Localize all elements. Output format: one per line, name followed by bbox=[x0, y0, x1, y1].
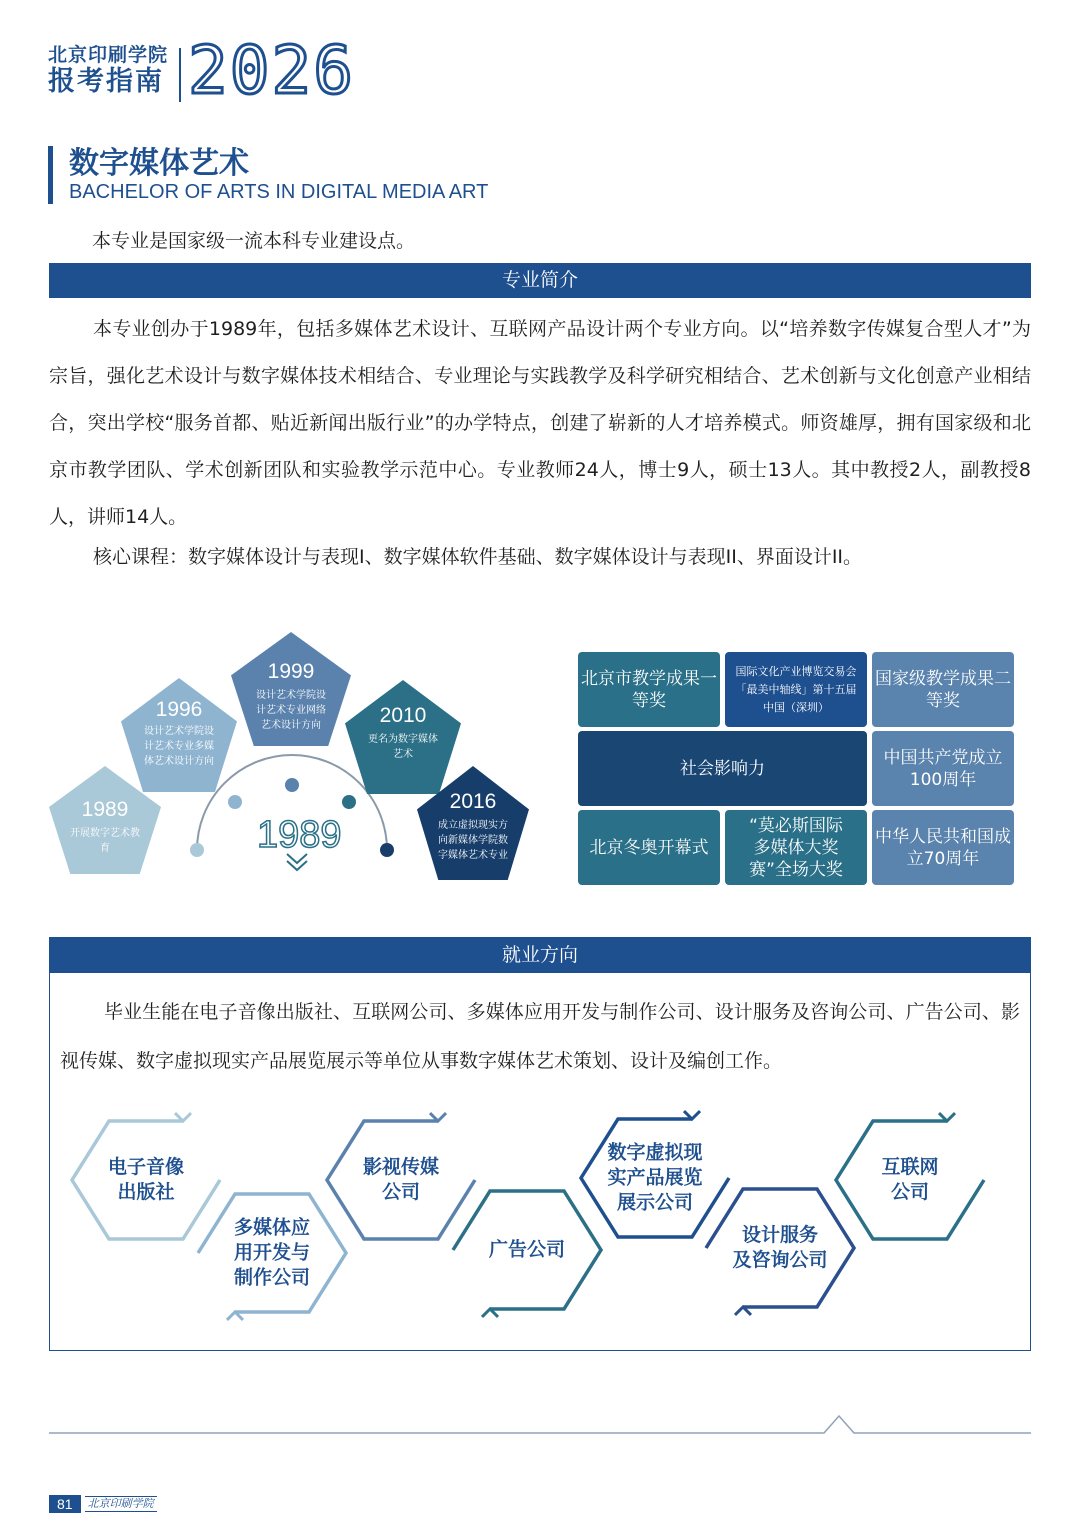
employer-label-line: 出版社 bbox=[117, 1181, 175, 1203]
milestone-text: 更名为数字媒体艺术 bbox=[368, 734, 438, 760]
employment-heading: 就业方向 bbox=[50, 938, 1030, 973]
award-cell: 国家级教学成果二等奖 bbox=[872, 652, 1014, 727]
timeline-dot bbox=[342, 795, 356, 809]
timeline-dot bbox=[228, 795, 242, 809]
milestone-text: 设计艺术学院设计艺术专业网络艺术设计方向 bbox=[256, 690, 326, 731]
footer-school-logo: 北京印刷学院 bbox=[85, 1496, 157, 1512]
employment-paragraph: 毕业生能在电子音像出版社、互联网公司、多媒体应用开发与制作公司、设计服务及咨询公司、广告公司、影视传媒、数字虚拟现实产品展览展示等单位从事数字媒体艺术策划、设计及编创工作。 bbox=[60, 1001, 1020, 1072]
major-tagline: 本专业是国家级一流本科专业建设点。 bbox=[92, 230, 416, 252]
employer-label-line: 公司 bbox=[381, 1181, 421, 1203]
employer-label bbox=[607, 1141, 702, 1216]
influence-grid bbox=[578, 652, 1014, 885]
footer-divider bbox=[49, 1410, 1031, 1440]
employer-label bbox=[108, 1155, 184, 1205]
page-number: 81 bbox=[49, 1495, 81, 1513]
header-guide-title: 报考指南 bbox=[48, 66, 164, 97]
milestone-text: 设计艺术学院设计艺术专业多媒体艺术设计方向 bbox=[144, 726, 214, 767]
timeline-dot bbox=[285, 778, 299, 792]
employer-label-line: 公司 bbox=[890, 1181, 930, 1203]
hex-flow-graphic bbox=[49, 1100, 1031, 1340]
employer-label-line: 广告公司 bbox=[488, 1238, 566, 1261]
employer-label-line: 设计服务 bbox=[741, 1224, 819, 1246]
milestone-1996 bbox=[121, 678, 237, 792]
employer-label-line: 多媒体应 bbox=[233, 1216, 311, 1239]
major-title-en: BACHELOR OF ARTS IN DIGITAL MEDIA ART bbox=[69, 181, 489, 203]
employer-label-line: 数字虚拟现 bbox=[607, 1141, 703, 1164]
employer-label-line: 互联网 bbox=[881, 1156, 939, 1178]
milestone-year: 1996 bbox=[155, 698, 203, 721]
employer-label bbox=[363, 1155, 439, 1205]
award-cell: 北京市教学成果一等奖 bbox=[578, 652, 720, 727]
employer-label-line: 展示公司 bbox=[616, 1191, 694, 1214]
influence-center: 社会影响力 bbox=[578, 731, 867, 806]
award-cell: 中华人民共和国成立70周年 bbox=[872, 810, 1014, 885]
milestone-text: 开展数字艺术教育 bbox=[70, 828, 140, 854]
milestone-text: 成立虚拟现实方向新媒体学院数字媒体艺术专业 bbox=[438, 820, 508, 861]
milestone-year: 1999 bbox=[267, 660, 315, 683]
major-title bbox=[48, 146, 488, 204]
timeline-center-year: 1989 bbox=[257, 814, 342, 856]
header-school-name: 北京印刷学院 bbox=[48, 44, 169, 66]
employer-label-line: 实产品展览 bbox=[607, 1166, 703, 1189]
page-footer bbox=[49, 1495, 157, 1513]
milestone-year: 2016 bbox=[449, 790, 497, 813]
milestone-2016 bbox=[417, 766, 529, 880]
employer-label-line: 及咨询公司 bbox=[732, 1249, 828, 1271]
milestone-1999 bbox=[231, 632, 351, 746]
milestone-year: 1989 bbox=[81, 798, 129, 821]
employer-label-line: 用开发与 bbox=[233, 1241, 311, 1264]
employer-label bbox=[234, 1216, 310, 1291]
award-cell: 中国共产党成立100周年 bbox=[872, 731, 1014, 806]
major-title-cn: 数字媒体艺术 bbox=[69, 146, 249, 181]
award-cell: 国际文化产业博览交易会「最美中轴线」第十五届中国（深圳） bbox=[725, 652, 867, 727]
intro-paragraph: 本专业创办于1989年，包括多媒体艺术设计、互联网产品设计两个专业方向。以“培养数字传媒复合型人才”为宗旨，强化艺术设计与数字媒体技术相结合、专业理论与实践教学及科学研究相结合、艺术创新与文化创意产业相结合，突出学校“服务首都、贴近新闻出版行业”的办学特点，创建了崭新的人才培养模式。师资雄厚，拥有国家级和北京市教学团队、学术创新团队和实验教学示范中心。专业教师24人，博士9人，硕士13人。其中教授2人，副教授8人，讲师14人。 bbox=[49, 318, 1031, 528]
employer-label bbox=[732, 1223, 827, 1273]
employment-flow bbox=[49, 1100, 1031, 1340]
timeline-dot bbox=[380, 843, 394, 857]
history-timeline bbox=[49, 630, 549, 890]
milestone-year: 2010 bbox=[379, 704, 427, 727]
award-cell: “莫必斯国际多媒体大奖赛”全场大奖 bbox=[725, 810, 867, 885]
intro-heading: 专业简介 bbox=[49, 263, 1031, 298]
employer-label-line: 影视传媒 bbox=[362, 1156, 440, 1178]
header-divider bbox=[179, 48, 181, 102]
award-cell: 北京冬奥开幕式 bbox=[578, 810, 720, 885]
timeline-dot bbox=[190, 843, 204, 857]
employer-label-line: 电子音像 bbox=[107, 1156, 185, 1178]
employer-label bbox=[881, 1155, 938, 1205]
core-courses: 核心课程：数字媒体设计与表现I、数字媒体软件基础、数字媒体设计与表现II、界面设计II。 bbox=[93, 546, 863, 568]
employer-label bbox=[489, 1238, 565, 1263]
header-year: 2026 bbox=[188, 32, 355, 109]
employer-label-line: 制作公司 bbox=[233, 1266, 311, 1289]
page-header bbox=[48, 32, 355, 109]
